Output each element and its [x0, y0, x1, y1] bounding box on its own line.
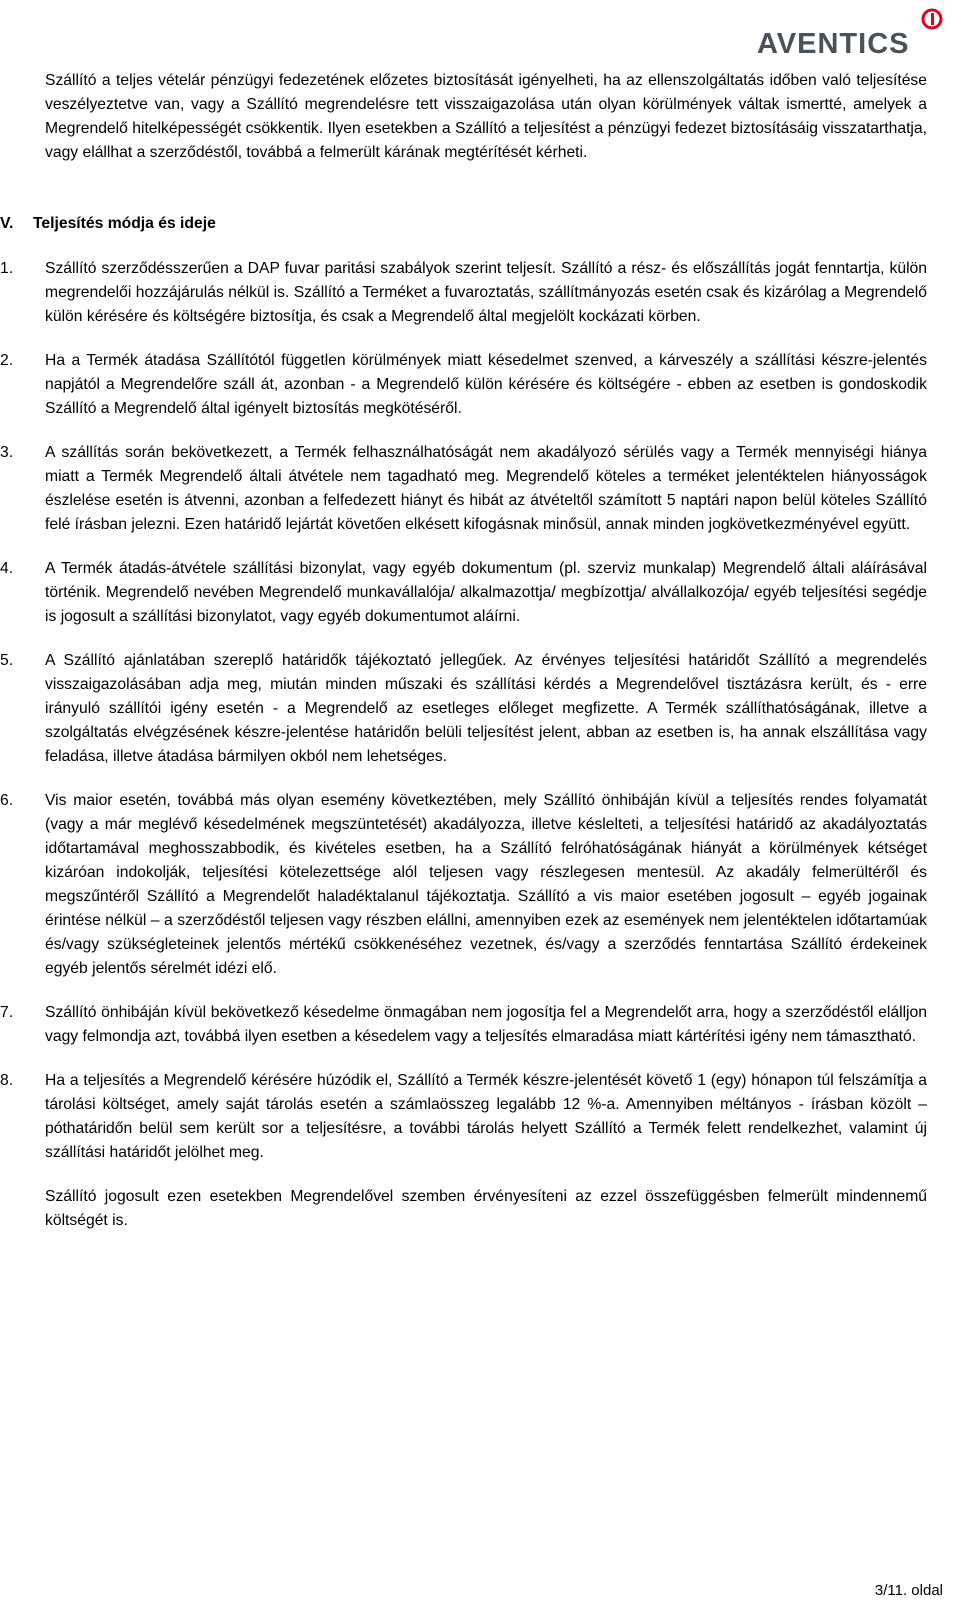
logo-symbol-icon: [921, 8, 943, 30]
item-number: 3.: [0, 444, 14, 461]
item-text: Ha a teljesítés a Megrendelő kérésére húzódik el, Szállító a Termék készre-jelentését követő 1 (egy) hónapon túl felszámítja a tárolási költséget, amely saját tárolás esetén a számlaösszeg legalább 12 %-a. Amennyiben méltányos - írásban közölt – póthatáridőn belül sem került sor a teljesítésre, a további tárolás helyett Szállító a Termék felett rendelkezhet, valamint új szállítási határidőt jelölhet meg.: [45, 1072, 927, 1161]
item-number: 5.: [0, 652, 14, 669]
list-item: [0, 649, 927, 769]
item-number: 7.: [0, 1004, 14, 1021]
list-item: [0, 789, 927, 981]
list-item: [0, 257, 927, 329]
item-number: 6.: [0, 792, 14, 809]
item-text: Szállító önhibáján kívül bekövetkező késedelme önmagában nem jogosítja fel a Megrendelőt arra, hogy a szerződéstől elálljon vagy felmondja azt, továbbá ilyen esetben a késedelem vagy a teljesítés elmaradása miatt kártérítési igény nem támasztható.: [45, 1004, 927, 1045]
list-item: [0, 349, 927, 421]
item-number: 8.: [0, 1072, 14, 1089]
item-number: 2.: [0, 352, 14, 369]
aventics-logo: [757, 8, 943, 58]
item-number: 4.: [0, 560, 14, 577]
item-text: Szállító szerződésszerűen a DAP fuvar paritási szabályok szerint teljesít. Szállító a rész- és előszállítás jogát fenntartja, külön megrendelői hozzájárulás nélkül is. Szállító a Terméket a fuvaroztatás, szállítmányozás esetén csak és kizárólag a Megrendelő külön kérésére és költségére biztosítja, és csak a Megrendelő által megjelölt kockázati körben.: [45, 260, 927, 325]
section-title: Teljesítés módja és ideje: [33, 215, 216, 232]
closing-paragraph: Szállító jogosult ezen esetekben Megrendelővel szemben érvényesíteni az ezzel összefüggésben felmerült mindennemű költségét is.: [45, 1188, 927, 1229]
list-item: [0, 557, 927, 629]
list-item: [0, 1069, 927, 1165]
item-text: Vis maior esetén, továbbá más olyan esemény következtében, mely Szállító önhibáján kívül a teljesítés rendes folyamatát (vagy a már meglévő késedelmének megszüntetését) akadályozza, illetve késlelteti, a teljesítési határidő az akadályoztatás időtartamával meghosszabbodik, és kivételes esetben, ha a Szállító felróhatóságának hiányát a körülmények kétséget kizáróan indokolják, teljesítési kötelezettsége alól teljesen vagy részlegesen mentesül. Az akadály felmerültéről és megszűntéről Szállító a Megrendelőt haladéktalanul tájékoztatja. Szállító a vis maior esetében jogosult – egyéb jogainak érintése nélkül – a szerződéstől teljesen vagy részben elállni, amennyiben ezek az események nem jelentéktelen időtartamúak és/vagy szükségleteinek jelentős mértékű csökkenéséhez vezetnek, és/vagy a szerződés fenntartása Szállító érdekeinek egyéb jelentős sérelmét idézi elő.: [45, 792, 927, 977]
logo-wordmark: AVENTICS: [757, 28, 910, 60]
item-text: A Szállító ajánlatában szereplő határidők tájékoztató jellegűek. Az érvényes teljesítési határidőt Szállító a megrendelés visszaigazolásában adja meg, miután minden műszaki és szállítási kérdés a Megrendelővel tisztázásra került, és - erre irányuló szállítói igény esetén - a Megrendelő az esetleges előleget megfizette. A Termék szállíthatóságának, illetve a szolgáltatás elvégzésének készre-jelentése határidőn belüli teljesítést jelent, abban az esetben is, ha annak elszállítása vagy feladása, illetve átadása bármilyen okból nem lehetséges.: [45, 652, 927, 765]
item-text: Ha a Termék átadása Szállítótól független körülmények miatt késedelmet szenved, a kárveszély a szállítási készre-jelentés napjától a Megrendelőre száll át, azonban - a Megrendelő külön kérésére és költségére - ebben az esetben is gondoskodik Szállító a Megrendelő által igényelt biztosítás megkötéséről.: [45, 352, 927, 417]
list-item: [0, 441, 927, 537]
list-item: [0, 1001, 927, 1049]
document-body: [0, 69, 927, 1233]
item-number: 1.: [0, 260, 14, 277]
intro-paragraph: Szállító a teljes vételár pénzügyi fedezetének előzetes biztosítását igényelheti, ha az ellenszolgáltatás időben való teljesítése veszélyeztetve van, vagy a Szállító megrendelésre tett visszaigazolása után olyan körülmények váltak ismertté, amelyek a Megrendelő hitelképességét csökkentik. Ilyen esetekben a Szállító a teljesítést a pénzügyi fedezet biztosításáig visszatarthatja, vagy elállhat a szerződéstől, továbbá a felmerült kárának megtérítését kérheti.: [45, 72, 927, 161]
section-heading: [0, 212, 927, 236]
item-text: A szállítás során bekövetkezett, a Termék felhasználhatóságát nem akadályozó sérülés vagy a Termék mennyiségi hiánya miatt a Termék Megrendelő általi átvétele nem tagadható meg. Megrendelő köteles a terméket jelentéktelen hiányosságok észlelése esetén is átvenni, azonban a felfedezett hiányt és hibát az átvételtől számított 5 naptári napon belül köteles Szállító felé írásban jelezni. Ezen határidő lejártát követően elkésett kifogásnak minősül, annak minden jogkövetkezményével együtt.: [45, 444, 927, 533]
section-number: V.: [0, 215, 14, 232]
item-text: A Termék átadás-átvétele szállítási bizonylat, vagy egyéb dokumentum (pl. szerviz munkalap) Megrendelő általi aláírásával történik. Megrendelő nevében Megrendelő munkavállalója/ alkalmazottja/ megbízottja/ alvállalkozója/ egyéb teljesítési segédje is jogosult a szállítási bizonylatot, vagy egyéb dokumentumot aláírni.: [45, 560, 927, 625]
page-number: 3/11. oldal: [874, 1582, 943, 1599]
